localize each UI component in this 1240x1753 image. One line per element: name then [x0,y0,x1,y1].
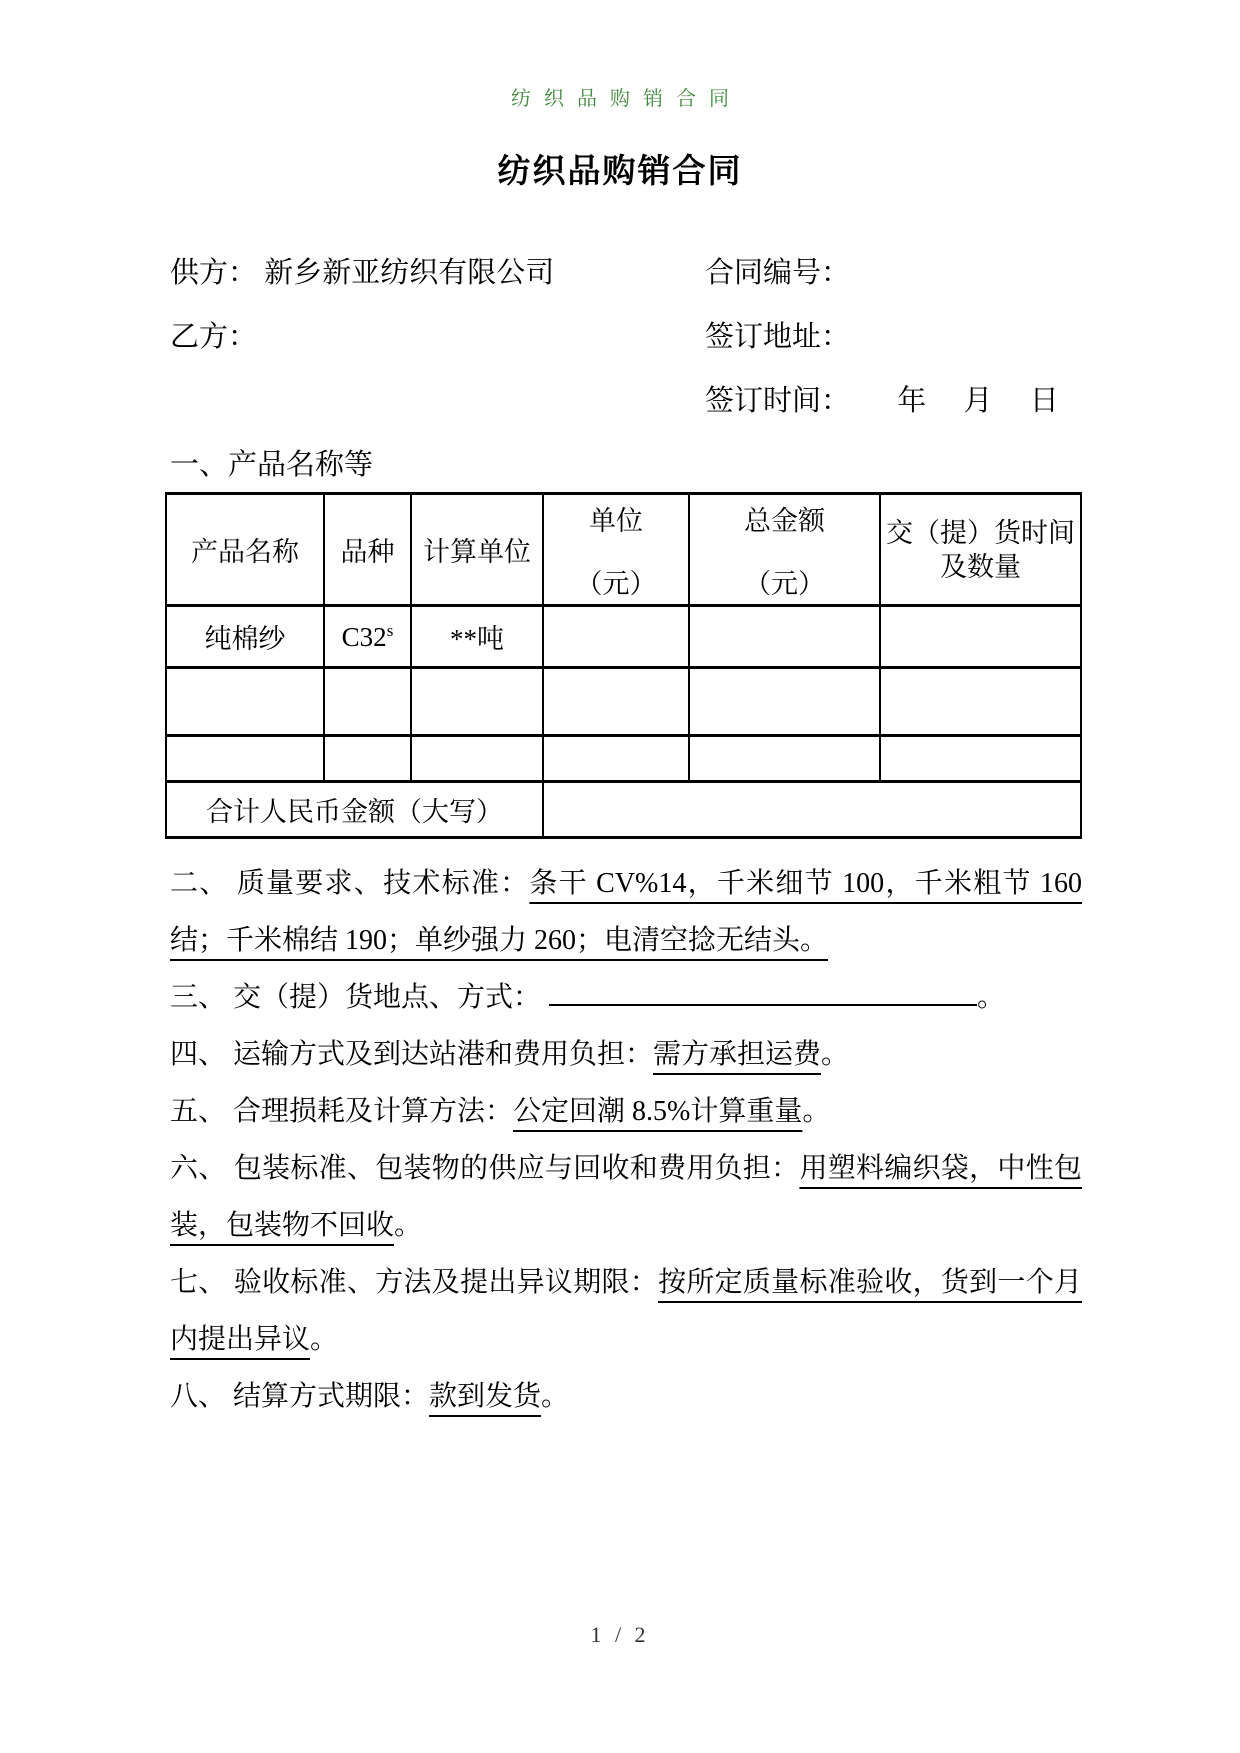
product-row-1 [166,606,1081,668]
cell-variety [324,736,411,782]
meta-row-3 [170,382,1082,420]
col-header-unit-price-line2: （元） [575,568,657,599]
clause-filled-value: 需方承担运费 [653,1039,822,1070]
col-header-delivery-line1: 交（提）货时间 [886,517,1075,548]
supplier-value: 新乡新亚纺织有限公司 [264,257,555,289]
variety-superscript: s [386,620,394,640]
product-row-3 [166,736,1081,782]
clause-label: 六、 包装标准、包装物的供应与回收和费用负担： [170,1153,800,1184]
product-table [165,492,1082,839]
clause-label: 二、 质量要求、技术标准： [170,868,530,899]
cell-calc-unit [411,736,543,782]
clause-delivery-place [170,969,1082,1026]
cell-delivery [880,606,1081,668]
cell-total-amount [689,668,880,736]
clause-filled-value: 款到发货 [429,1381,542,1412]
contract-number-field [705,254,1082,292]
cell-calc-unit [411,668,543,736]
clause-filled-value: 按所定质量标准验收，货到一个月内提出异议 [170,1267,1082,1355]
cell-calc-unit: **吨 [411,606,543,668]
clause-label: 四、 运输方式及到达站港和费用负担： [170,1039,654,1070]
col-header-delivery-line2: 及数量 [940,551,1021,582]
clause-filled-value: 用塑料编织袋，中性包装，包装物不回收 [170,1153,1082,1241]
clause-filled-value: 公定回潮 8.5%计算重量 [513,1096,803,1127]
clause-inspection-objection [170,1254,1082,1368]
clause-label: 八、 结算方式期限： [170,1381,430,1412]
cell-variety [324,668,411,736]
cell-total-amount [689,606,880,668]
supplier-field [170,254,705,292]
col-header-unit-price-line1: 单位 [589,505,643,536]
clause-suffix: 。 [394,1210,423,1241]
clause-packing-standard [170,1140,1082,1254]
clause-label: 五、 合理损耗及计算方法： [170,1096,514,1127]
sign-time-field [705,382,1082,420]
product-table-header-row [166,494,1081,606]
clause-transport-cost [170,1026,1082,1083]
cell-unit-price [543,668,689,736]
clause-suffix: 。 [541,1381,570,1412]
clause-reasonable-loss [170,1083,1082,1140]
col-header-total-amount-line2: （元） [744,568,825,599]
col-header-variety: 品种 [324,494,411,606]
clause-suffix: 。 [802,1096,831,1127]
col-header-total-amount [689,494,880,606]
cell-product-name: 纯棉纱 [166,606,324,668]
contract-clauses [170,855,1082,1425]
clause-suffix: 。 [977,982,1006,1013]
total-amount-label: 合计人民币金额（大写） [166,782,543,838]
cell-unit-price [543,606,689,668]
section-one-heading: 一、产品名称等 [170,449,374,481]
meta-row-1 [170,254,1082,292]
variety-base: C32 [341,621,387,652]
sign-address-field [705,318,1082,356]
col-header-unit-price [543,494,689,606]
col-header-calc-unit: 计算单位 [411,494,543,606]
year-label: 年 [897,385,927,417]
page-number: 1 / 2 [590,1622,650,1647]
month-label: 月 [963,385,993,417]
clause-suffix: 。 [310,1324,339,1355]
party-b-field [170,318,705,356]
col-header-total-amount-line1: 总金额 [744,505,825,536]
cell-total-amount [689,736,880,782]
cell-delivery [880,736,1081,782]
product-row-2 [166,668,1081,736]
blank-underline [549,978,977,1006]
day-label: 日 [1029,385,1059,417]
cell-variety [324,606,411,668]
meta-row-2 [170,318,1082,356]
running-header-title: 纺织品购销合同 [511,88,742,110]
clause-label: 三、 交（提）货地点、方式： [170,982,542,1013]
clause-quality-standard [170,855,1082,969]
supplier-label: 供方： [170,257,258,289]
document-title: 纺织品购销合同 [497,152,743,189]
contract-number-label: 合同编号： [705,257,851,289]
cell-unit-price [543,736,689,782]
clause-suffix: 。 [821,1039,850,1070]
clause-filled-value: 条干 CV%14，千米细节 100，千米粗节 160 结；千米棉结 190；单纱强力 260；电清空捻无结头。 [170,868,1082,956]
cell-product-name [166,736,324,782]
total-amount-value [543,782,1081,838]
party-b-label: 乙方： [170,321,258,353]
cell-product-name [166,668,324,736]
sign-address-label: 签订地址： [705,321,851,353]
sign-time-label: 签订时间： [705,385,851,417]
clause-settlement-term [170,1368,1082,1425]
cell-delivery [880,668,1081,736]
col-header-product-name: 产品名称 [166,494,324,606]
meta-row-3-spacer [170,382,705,420]
clause-label: 七、 验收标准、方法及提出异议期限： [170,1267,659,1298]
contract-meta-fields [170,254,1082,420]
total-amount-row [166,782,1081,838]
col-header-delivery [880,494,1081,606]
